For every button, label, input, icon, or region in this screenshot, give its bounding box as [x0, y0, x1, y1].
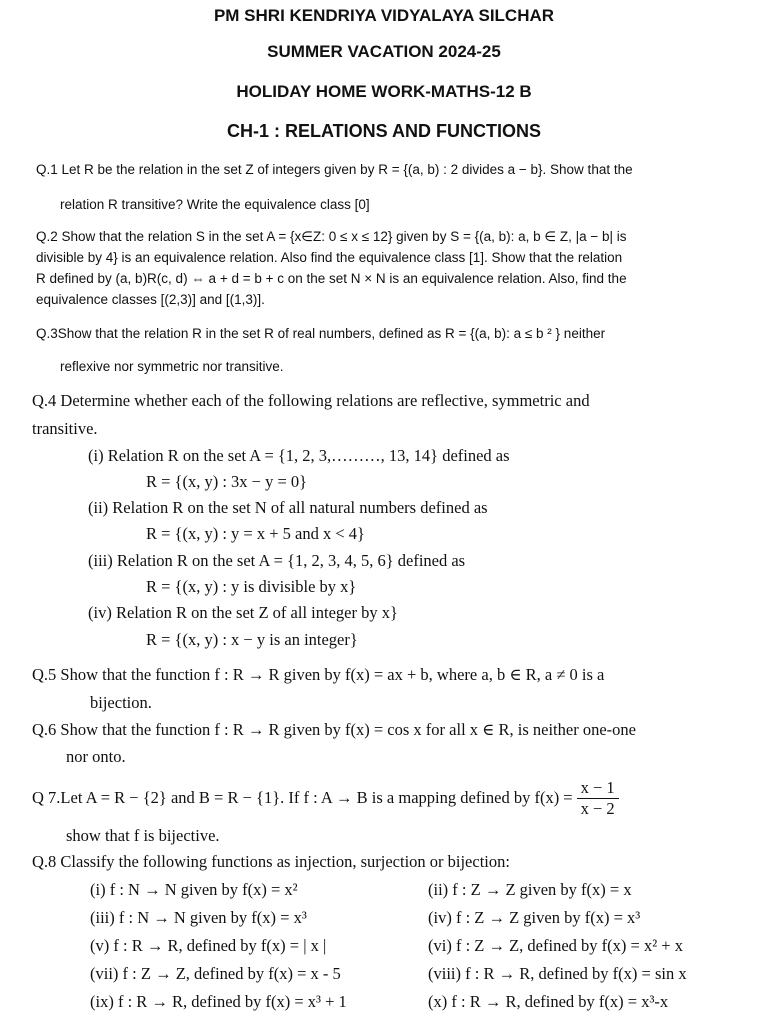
q7-fraction: [577, 778, 619, 819]
q8-right-item: (x) f : R → R, defined by f(x) = x³-x: [428, 992, 669, 1011]
q3-line1: Q.3Show that the relation R in the set R of real numbers, defined as R = {(a, b): a ≤ b ² } neither: [36, 326, 606, 341]
q8-left-item: (vii) f : Z → Z, defined by f(x) = x - 5: [90, 964, 341, 983]
q8-left-item: (v) f : R → R, defined by f(x) = | x |: [90, 936, 327, 955]
q8-left-item: (ix) f : R → R, defined by f(x) = x³ + 1: [90, 992, 347, 1011]
q7-line1: Q 7.Let A = R − {2} and B = R − {1}. If f : A → B is a mapping defined by f(x) =: [32, 788, 573, 807]
q8-line1: Q.8 Classify the following functions as injection, surjection or bijection:: [32, 852, 510, 871]
q2-line4: equivalence classes [(2,3)] and [(1,3)].: [36, 292, 265, 307]
q4-item: R = {(x, y) : x − y is an integer}: [146, 630, 358, 649]
q7-line2: show that f is bijective.: [66, 826, 220, 845]
school-name: PM SHRI KENDRIYA VIDYALAYA SILCHAR: [213, 6, 555, 25]
q7-statement: [32, 776, 619, 820]
q4-item: (iii) Relation R on the set A = {1, 2, 3, 4, 5, 6} defined as: [88, 551, 466, 570]
q8-right-item: (vi) f : Z → Z, defined by f(x) = x² + x: [428, 936, 683, 955]
q4-item: R = {(x, y) : 3x − y = 0}: [146, 472, 308, 491]
q6-line1: Q.6 Show that the function f : R → R given by f(x) = cos x for all x ∈ R, is neither one-one: [32, 720, 636, 739]
q3-line2: reflexive nor symmetric nor transitive.: [60, 359, 284, 374]
q5-line2: bijection.: [90, 693, 152, 712]
q4-item: R = {(x, y) : y = x + 5 and x < 4}: [146, 524, 365, 543]
q8-left-item: (i) f : N → N given by f(x) = x²: [90, 880, 298, 899]
homework-title: HOLIDAY HOME WORK-MATHS-12 B: [236, 82, 532, 101]
q4-item: (iv) Relation R on the set Z of all integer by x}: [88, 603, 398, 622]
q8-right-item: (viii) f : R → R, defined by f(x) = sin x: [428, 964, 687, 983]
q2-line3: R defined by (a, b)R(c, d) ⇔ a + d = b + c on the set N × N is an equivalence relation. Also, find the: [36, 271, 627, 286]
q5-line1: Q.5 Show that the function f : R → R given by f(x) = ax + b, where a, b ∈ R, a ≠ 0 is a: [32, 665, 605, 684]
q8-right-item: (iv) f : Z → Z given by f(x) = x³: [428, 908, 641, 927]
q1-line1: Q.1 Let R be the relation in the set Z of integers given by R = {(a, b) : 2 divides a − b}. Show that the: [36, 162, 633, 177]
q7-denominator: x − 2: [580, 798, 615, 818]
q8-left-item: (iii) f : N → N given by f(x) = x³: [90, 908, 307, 927]
q6-line2: nor onto.: [66, 747, 126, 766]
q4-item: (i) Relation R on the set A = {1, 2, 3,………, 13, 14} defined as: [88, 446, 510, 465]
q8-right-item: (ii) f : Z → Z given by f(x) = x: [428, 880, 632, 899]
q2-line1: Q.2 Show that the relation S in the set A = {x∈Z: 0 ≤ x ≤ 12} given by S = {(a, b): a, b ∈ Z, |a − b| is: [36, 229, 627, 244]
chapter-title: CH-1 : RELATIONS AND FUNCTIONS: [227, 121, 541, 141]
session-title: SUMMER VACATION 2024-25: [267, 42, 501, 61]
q2-line2: divisible by 4} is an equivalence relation. Also find the equivalence class [1]. Show that the relation: [36, 250, 623, 265]
q4-line1: Q.4 Determine whether each of the following relations are reflective, symmetric and: [32, 391, 590, 410]
q7-numerator: x − 1: [577, 778, 619, 799]
q1-line2: relation R transitive? Write the equivalence class [0]: [60, 197, 370, 212]
q4-line2: transitive.: [32, 419, 98, 438]
q4-item: (ii) Relation R on the set N of all natural numbers defined as: [88, 498, 488, 517]
q4-item: R = {(x, y) : y is divisible by x}: [146, 577, 357, 596]
